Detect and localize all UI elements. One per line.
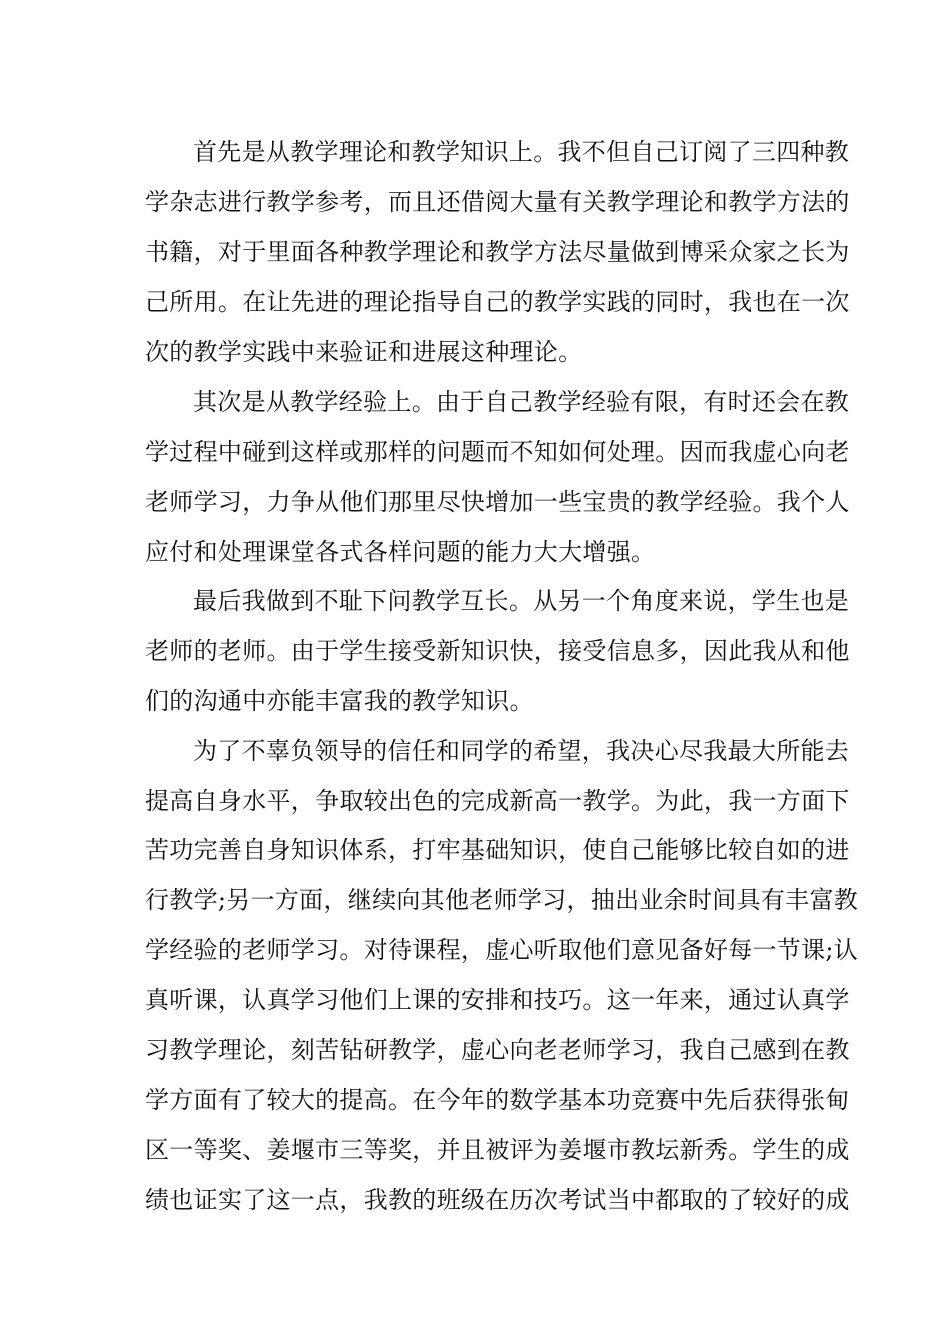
paragraph-2-line-3: 老师学习，力争从他们那里尽快增加一些宝贵的教学经验。我个人 <box>145 488 850 516</box>
paragraph-4-line-9: 区一等奖、姜堰市三等奖，并且被评为姜堰市教坛新秀。学生的成 <box>145 1136 850 1164</box>
paragraph-2-line-4: 应付和处理课堂各式各样问题的能力大大增强。 <box>145 538 656 566</box>
paragraph-1-line-4: 己所用。在让先进的理论指导自己的教学实践的同时，我也在一次 <box>145 288 850 316</box>
paragraph-3-line-1: 最后我做到不耻下问教学互长。从另一个角度来说，学生也是 <box>193 587 850 615</box>
paragraph-3-line-2: 老师的老师。由于学生接受新知识快，接受信息多，因此我从和他 <box>145 637 850 665</box>
paragraph-1-line-1: 首先是从教学理论和教学知识上。我不但自己订阅了三四种教 <box>193 138 850 166</box>
paragraph-3-line-3: 们的沟通中亦能丰富我的教学知识。 <box>145 687 534 715</box>
paragraph-1-line-5: 次的教学实践中来验证和进展这种理论。 <box>145 338 583 366</box>
paragraph-4-line-5: 学经验的老师学习。对待课程，虚心听取他们意见备好每一节课;认 <box>145 936 859 964</box>
paragraph-4-line-8: 学方面有了较大的提高。在今年的数学基本功竞赛中先后获得张甸 <box>145 1086 850 1114</box>
paragraph-2-line-2: 学过程中碰到这样或那样的问题而不知如何处理。因而我虚心向老 <box>145 438 850 466</box>
paragraph-4-line-6: 真听课，认真学习他们上课的安排和技巧。这一年来，通过认真学 <box>145 986 850 1014</box>
paragraph-4-line-10: 绩也证实了这一点，我教的班级在历次考试当中都取的了较好的成 <box>145 1186 850 1214</box>
paragraph-4-line-1: 为了不辜负领导的信任和同学的希望，我决心尽我最大所能去 <box>193 737 850 765</box>
paragraph-4-line-7: 习教学理论，刻苦钻研教学，虚心向老老师学习，我自己感到在教 <box>145 1036 850 1064</box>
paragraph-4-line-3: 苦功完善自身知识体系，打牢基础知识，使自己能够比较自如的进 <box>145 836 850 864</box>
paragraph-2-line-1: 其次是从教学经验上。由于自己教学经验有限，有时还会在教 <box>193 388 850 416</box>
paragraph-4-line-2: 提高自身水平，争取较出色的完成新高一教学。为此，我一方面下 <box>145 787 850 815</box>
paragraph-4-line-4: 行教学;另一方面，继续向其他老师学习，抽出业余时间具有丰富教 <box>145 886 859 914</box>
paragraph-1-line-2: 学杂志进行教学参考，而且还借阅大量有关教学理论和教学方法的 <box>145 188 850 216</box>
paragraph-1-line-3: 书籍，对于里面各种教学理论和教学方法尽量做到博采众家之长为 <box>145 238 850 266</box>
